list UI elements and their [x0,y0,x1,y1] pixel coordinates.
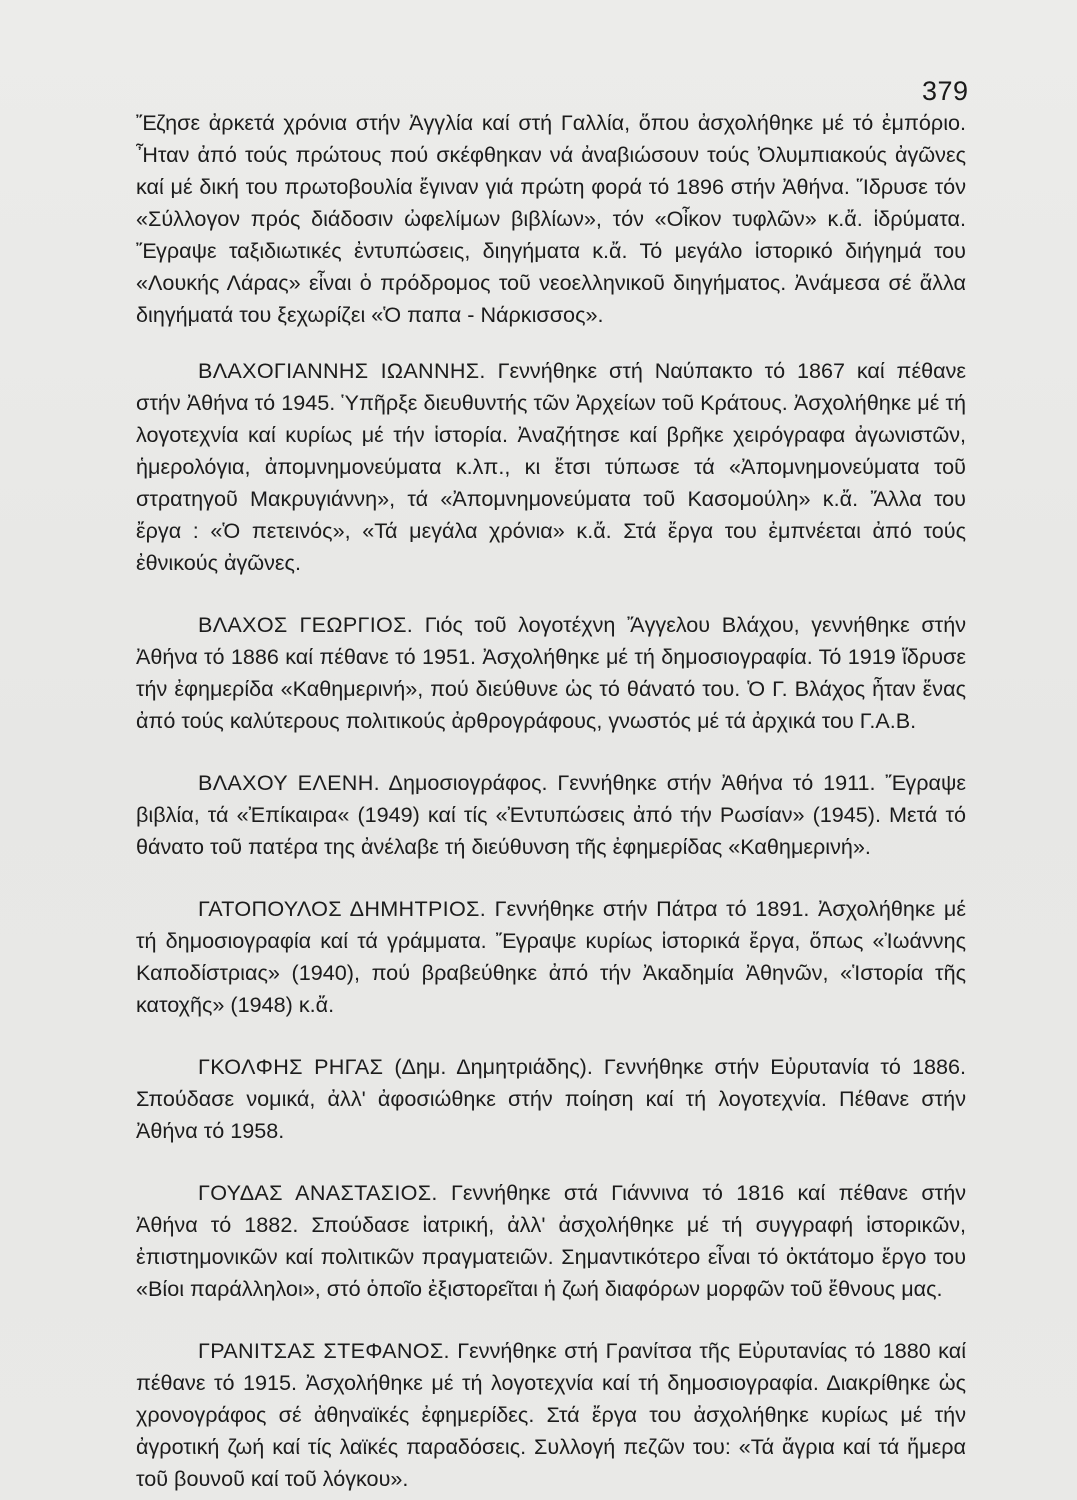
entry-name: ΓΟΥΔΑΣ ΑΝΑΣΤΑΣΙΟΣ. [198,1180,438,1205]
entry-text: Δημοσιογράφος. Γεννήθηκε στήν Ἀθήνα τό 1911. Ἔγραψε βιβλία, τά «Ἐπίκαιρα« (1949) καί τίς «Ἐντυπώσεις ἀπό τήν Ρωσίαν» (1945). Μετά τό θάνατο τοῦ πατέρα της ἀνέλαβε τή διεύθυνση τῆς ἐφημερίδας «Καθημερινή». [136,770,966,859]
entry-gatopoulos [136,893,966,1021]
entry-name: ΒΛΑΧΟΓΙΑΝΝΗΣ ΙΩΑΝΝΗΣ. [198,358,486,383]
entry-name: ΓΚΟΛΦΗΣ ΡΗΓΑΣ [198,1054,384,1079]
entry-text: Γεννήθηκε στή Ναύπακτο τό 1867 καί πέθανε στήν Ἀθήνα τό 1945. Ὑπῆρξε διευθυντής τῶν Ἀρχείων τοῦ Κράτους. Ἀσχολήθηκε μέ τή λογοτεχνία καί κυρίως μέ τήν ἱστορία. Ἀναζήτησε καί βρῆκε χειρόγραφα ἀγωνιστῶν, ἡμερολόγια, ἀπομνημονεύματα κ.λπ., κι ἔτσι τύπωσε τά «Ἀπομνημονεύματα τοῦ στρατηγοῦ Μακρυγιάννη», τά «Ἀπομνημονεύματα τοῦ Κασομούλη» κ.ἄ. Ἄλλα του ἔργα : «Ὁ πετεινός», «Τά μεγάλα χρόνια» κ.ἄ. Στά ἔργα του ἐμπνέεται ἀπό τούς ἐθνικούς ἀγῶνες. [136,358,967,575]
entry-granitsas [136,1335,966,1495]
entry-vlachogiannis [136,355,966,579]
entry-text: Γιός τοῦ λογοτέχνη Ἄγγελου Βλάχου, γεννήθηκε στήν Ἀθήνα τό 1886 καί πέθανε τό 1951. Ἀσχολήθηκε μέ τή δημοσιογραφία. Τό 1919 ἵδρυσε τήν ἐφημερίδα «Καθημερινή», πού διεύθυνε ὡς τό θάνατό του. Ὁ Γ. Βλάχος ἦταν ἕνας ἀπό τούς καλύτερους πολιτικούς ἀρθρογράφους, γνωστός μέ τά ἀρχικά του Γ.Α.Β. [136,612,967,733]
entry-text: (Δημ. Δημητριάδης). Γεννήθηκε στήν Εὐρυτανία τό 1886. Σπούδασε νομικά, ἀλλ' ἀφοσιώθηκε στήν ποίηση καί τή λογοτεχνία. Πέθανε στήν Ἀθήνα τό 1958. [136,1054,967,1143]
entry-goudas [136,1177,966,1305]
entry-name: ΓΡΑΝΙΤΣΑΣ ΣΤΕΦΑΝΟΣ. [198,1338,450,1363]
entry-text: Γεννήθηκε στά Γιάννινα τό 1816 καί πέθανε στήν Ἀθήνα τό 1882. Σπούδασε ἰατρική, ἀλλ' ἀσχολήθηκε μέ τή συγγραφή ἱστορικῶν, ἐπιστημονικῶν καί πολιτικῶν πραγματειῶν. Σημαντικότερο εἶναι τό ὀκτάτομο ἔργο του «Βίοι παράλληλοι», στό ὁποῖο ἐξιστορεῖται ἡ ζωή διαφόρων μορφῶν τοῦ ἔθνους μας. [136,1180,967,1301]
entry-name: ΒΛΑΧΟΣ ΓΕΩΡΓΙΟΣ. [198,612,414,637]
entry-vlachos-georgios [136,609,966,737]
page-number: 379 [922,76,969,106]
entry-text: Γεννήθηκε στή Γρανίτσα τῆς Εὐρυτανίας τό 1880 καί πέθανε τό 1915. Ἀσχολήθηκε μέ τή λογοτεχνία καί τή δημοσιογραφία. Διακρίθηκε ὡς χρονογράφος σέ ἀθηναϊκές ἐφημερίδες. Στά ἔργα του ἀσχολήθηκε κυρίως μέ τήν ἀγροτική ζωή καί τίς λαϊκές παραδόσεις. Συλλογή πεζῶν του: «Τά ἄγρια καί τά ἥμερα τοῦ βουνοῦ καί τοῦ λόγκου». [136,1338,966,1491]
entry-name: ΓΑΤΟΠΟΥΛΟΣ ΔΗΜΗΤΡΙΟΣ. [198,896,486,921]
entry-gkolfis [136,1051,966,1147]
page-body [136,107,966,1500]
entry-vlachou-eleni [136,767,966,863]
intro-paragraph [136,107,966,331]
entry-name: ΒΛΑΧΟΥ ΕΛΕΝΗ. [198,770,380,795]
entry-text: Γεννήθηκε στήν Πάτρα τό 1891. Ἀσχολήθηκε μέ τή δημοσιογραφία καί τά γράμματα. Ἔγραψε κυρίως ἱστορικά ἔργα, ὅπως «Ἰωάννης Καποδίστριας» (1940), πού βραβεύθηκε ἀπό τήν Ἀκαδημία Ἀθηνῶν, «Ἱστορία τῆς κατοχῆς» (1948) κ.ἄ. [136,896,967,1017]
intro-text: Ἔζησε ἀρκετά χρόνια στήν Ἀγγλία καί στή Γαλλία, ὅπου ἀσχολήθηκε μέ τό ἐμπόριο. Ἦταν ἀπό τούς πρώτους πού σκέφθηκαν νά ἀναβιώσουν τούς Ὀλυμπιακούς ἀγῶνες καί μέ δική του πρωτοβουλία ἔγιναν γιά πρώτη φορά τό 1896 στήν Ἀθήνα. Ἵδρυσε τόν «Σύλλογον πρός διάδοσιν ὠφελίμων βιβλίων», τόν «Οἶκον τυφλῶν» κ.ἄ. ἱδρύματα. Ἔγραψε ταξιδιωτικές ἐντυπώσεις, διηγήματα κ.ἄ. Τό μεγάλο ἱστορικό διήγημά του «Λουκής Λάρας» εἶναι ὁ πρόδρομος τοῦ νεοελληνικοῦ διηγήματος. Ἀνάμεσα σέ ἄλλα διηγήματά του ξεχωρίζει «Ὁ παπα - Νάρκισσος». [136,110,966,327]
